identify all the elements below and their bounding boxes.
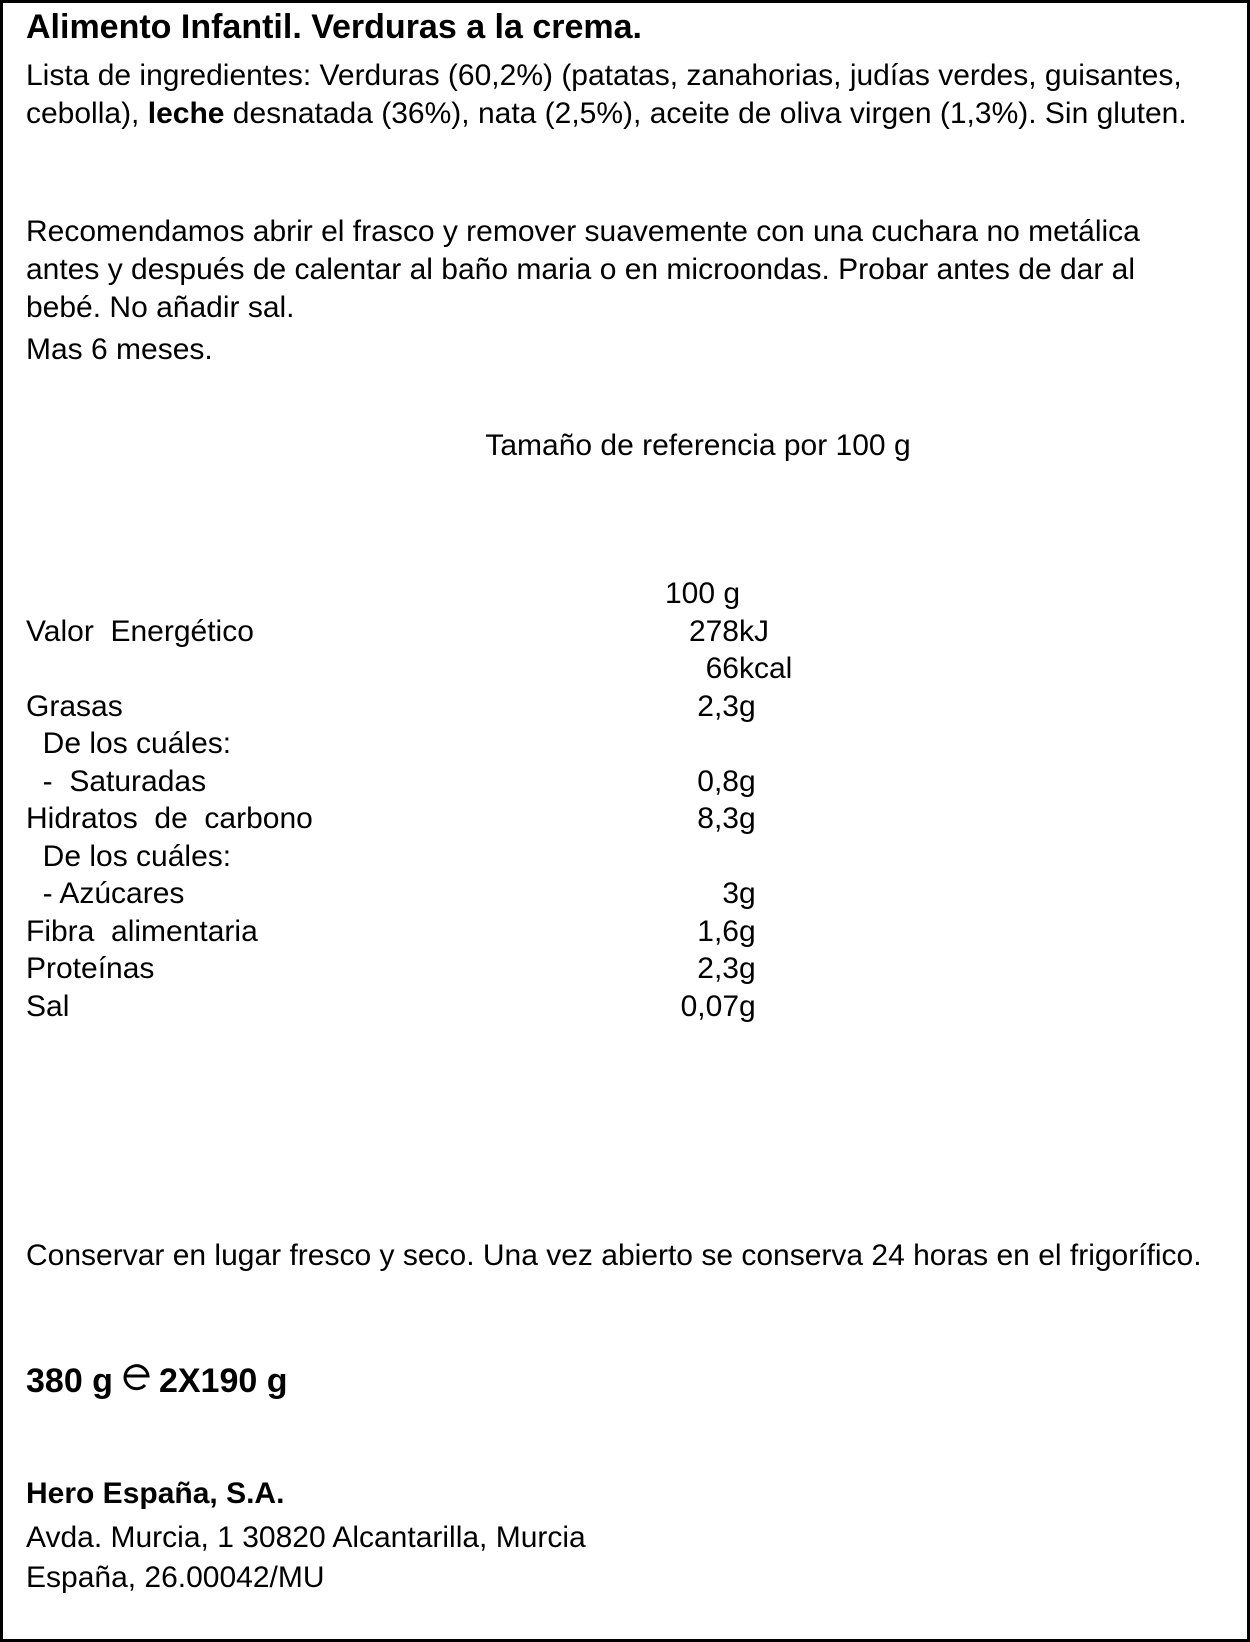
- company-name: Hero España, S.A.: [26, 1477, 285, 1510]
- nutrition-row-saturated: [26, 763, 1206, 801]
- nutrient-name: Fibra alimentaria: [26, 915, 258, 948]
- nutrient-unit: g: [739, 915, 756, 948]
- nutrient-value: 66: [705, 652, 739, 685]
- net-weight-total: 380 g: [26, 1361, 113, 1400]
- net-weight: [26, 1359, 287, 1402]
- nutrient-name: Proteínas: [26, 952, 155, 985]
- nutrient-unit: g: [739, 690, 756, 723]
- nutrient-unit: g: [739, 765, 756, 798]
- nutrient-name: - Saturadas: [26, 765, 207, 798]
- product-title: Alimento Infantil. Verduras a la crema.: [26, 8, 642, 46]
- nutrient-value: 2,3: [697, 690, 739, 723]
- preparation-instructions: Recomendamos abrir el frasco y remover suavemente con una cuchara no metálica antes y después de calentar al baño maria o en microondas. Probar antes de dar al bebé. No añadir sal.: [26, 215, 1140, 324]
- nutrition-row-carbohydrates: [26, 800, 1206, 838]
- nutrient-value: 8,3: [697, 802, 739, 835]
- nutrient-unit: kcal: [739, 652, 793, 685]
- nutrient-unit: g: [739, 952, 756, 985]
- nutrition-row-fibre: [26, 913, 1206, 951]
- nutrient-name: Sal: [26, 990, 70, 1023]
- nutrient-name: De los cuáles:: [26, 840, 232, 873]
- nutrient-value: 0,8: [697, 765, 739, 798]
- nutrition-row-energy-kcal: [26, 650, 1206, 688]
- age-recommendation: Mas 6 meses.: [26, 333, 213, 366]
- nutrition-row-protein: [26, 950, 1206, 988]
- nutrient-unit: g: [739, 802, 756, 835]
- nutrient-name: Valor Energético: [26, 615, 254, 648]
- nutrient-unit: g: [739, 990, 756, 1023]
- nutrition-row-salt: [26, 988, 1206, 1026]
- nutrient-value: 3: [722, 877, 739, 910]
- nutrition-column-header: 100 g: [665, 577, 741, 610]
- nutrient-value: 1,6: [697, 915, 739, 948]
- nutrition-reference-header: Tamaño de referencia por 100 g: [485, 429, 911, 462]
- nutrition-row-of-which-carbs: [26, 838, 1206, 876]
- nutrition-row-energy-kj: [26, 613, 1206, 651]
- nutrient-unit: g: [739, 877, 756, 910]
- nutrient-unit: kJ: [739, 615, 769, 648]
- ingredients-text-end: desnatada (36%), nata (2,5%), aceite de oliva virgen (1,3%). Sin gluten.: [224, 97, 1187, 130]
- company-address: Avda. Murcia, 1 30820 Alcantarilla, Murcia: [26, 1521, 586, 1554]
- nutrient-value: 278: [688, 615, 739, 648]
- storage-instructions: Conservar en lugar fresco y seco. Una vez abierto se conserva 24 horas en el frigorífico.: [26, 1239, 1202, 1272]
- ingredients-text-start: Lista de ingredientes: Verduras (60,2%) (patatas, zanahorias, judías verdes, guisantes, cebolla),: [26, 59, 1182, 130]
- estimated-sign-icon: [119, 1359, 153, 1402]
- nutrition-row-sugars: [26, 875, 1206, 913]
- company-registry: España, 26.00042/MU: [26, 1561, 325, 1594]
- allergen-milk: leche: [147, 97, 225, 130]
- nutrient-name: - Azúcares: [26, 877, 185, 910]
- nutrient-name: De los cuáles:: [26, 727, 232, 760]
- nutrient-name: Hidratos de carbono: [26, 802, 313, 835]
- nutrient-name: Grasas: [26, 690, 123, 723]
- nutrition-row-fat: [26, 688, 1206, 726]
- nutrient-value: 2,3: [697, 952, 739, 985]
- ingredients-list: [26, 57, 1206, 133]
- nutrition-row-of-which-fat: [26, 725, 1206, 763]
- nutrient-value: 0,07: [680, 990, 739, 1023]
- net-weight-pack: 2X190 g: [158, 1361, 288, 1400]
